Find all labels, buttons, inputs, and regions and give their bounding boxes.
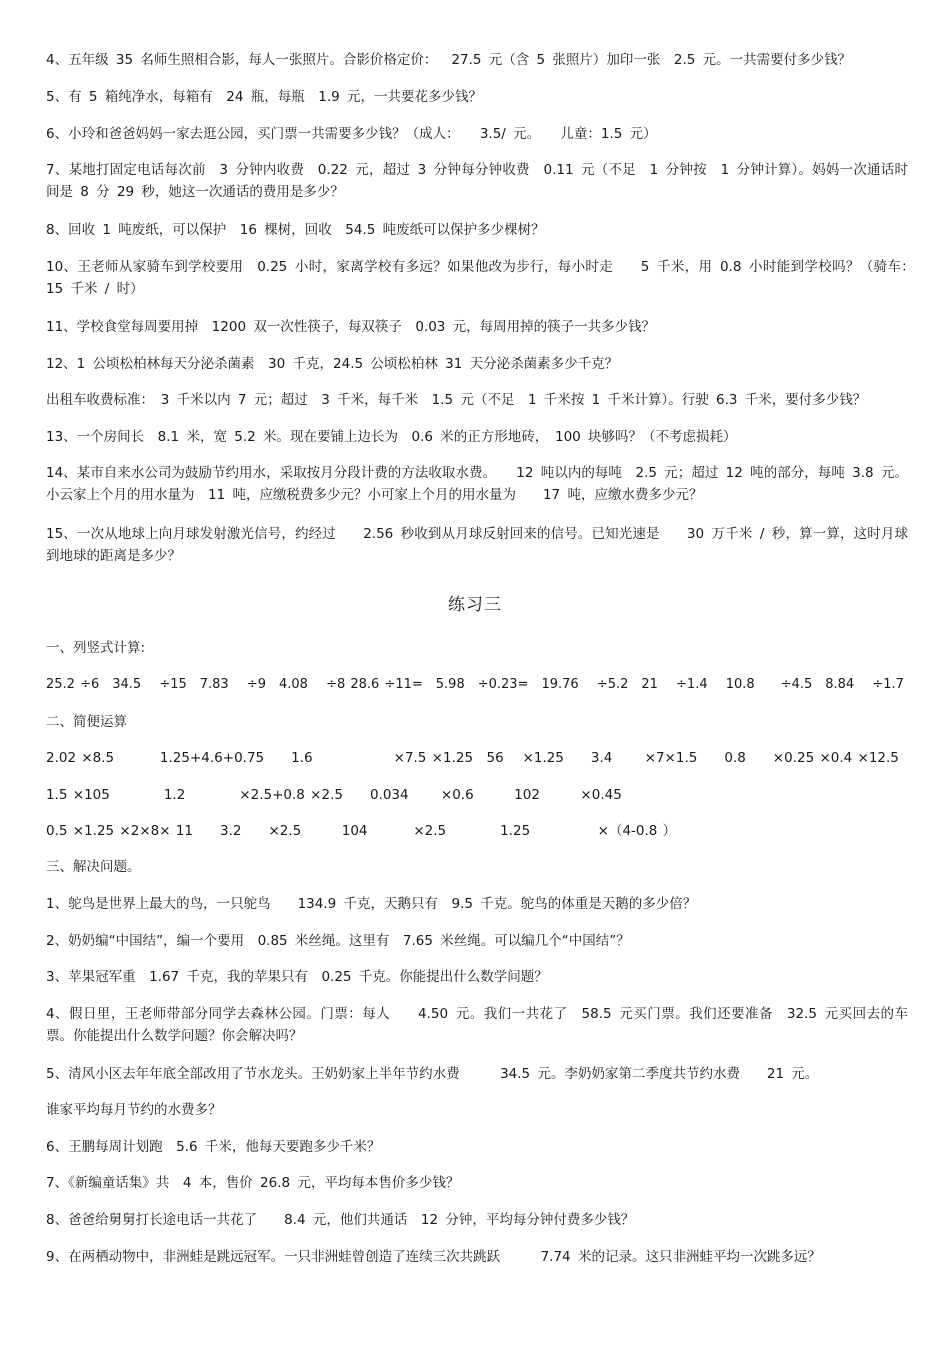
question-9: 9、在两栖动物中，非洲蛙是跳远冠军。一只非洲蛙曾创造了连续三次共跳跃 7.74 米的记录。这只非洲蛙平均一次跳多远？	[46, 1249, 821, 1265]
section-3-title: 三、解决问题。	[46, 859, 141, 875]
question-4: 4、假日里，王老师带部分同学去森林公园。门票：每人 4.50 元。我们一共花了 58.5 元买门票。我们还要准备 32.5 元买回去的车票。你能提出什么数学问题？你会解决吗？	[46, 1006, 908, 1044]
problem-4: 4、五年级 35 名师生照相合影，每人一张照片。合影价格定价： 27.5 元（含 5 张照片）加印一张 2.5 元。一共需要付多少钱？	[46, 52, 852, 68]
problem-13: 13、一个房间长 8.1 米，宽 5.2 米。现在要铺上边长为 0.6 米的正方形地砖， 100 块够吗？（不考虑损耗）	[46, 429, 737, 445]
exercise-3-title: 练习三	[448, 595, 502, 615]
question-3: 3、苹果冠军重 1.67 千克，我的苹果只有 0.25 千克。你能提出什么数学问题？	[46, 969, 548, 985]
taxi-problem: 出租车收费标准： 3 千米以内 7 元；超过 3 千米，每千米 1.5 元（不足 1 千米按 1 千米计算）。行驶 6.3 千米，要付多少钱？	[46, 392, 867, 408]
question-6: 6、王鹏每周计划跑 5.6 千米，他每天要跑多少千米？	[46, 1139, 381, 1155]
question-5: 5、清风小区去年年底全部改用了节水龙头。王奶奶家上半年节约水费 34.5 元。李奶奶家第二季度共节约水费 21 元。	[46, 1066, 819, 1082]
question-5-continued: 谁家平均每月节约的水费多？	[46, 1102, 222, 1118]
question-2: 2、奶奶编“中国结”，编一个要用 0.85 米丝绳。这里有 7.65 米丝绳。可以编几个“中国结”？	[46, 933, 630, 949]
problem-14: 14、某市自来水公司为鼓励节约用水，采取按月分段计费的方法收取水费。 12 吨以内的每吨 2.5 元；超过 12 吨的部分，每吨 3.8 元。小云家上个月的用水量为 11 吨，应缴税费多少元？小可家上个月的用水量为 17 吨，应缴水费多少元？	[46, 465, 908, 503]
simplify-row-1: 2.02 ×8.5 1.25+4.6+0.75 1.6 ×7.5 ×1.25 56 ×1.25 3.4 ×7×1.5 0.8 ×0.25 ×0.4 ×12.5	[46, 750, 899, 766]
question-7: 7、《新编童话集》共 4 本，售价 26.8 元，平均每本售价多少钱？	[46, 1175, 460, 1191]
problem-15: 15、一次从地球上向月球发射激光信号，约经过 2.56 秒收到从月球反射回来的信号。已知光速是 30 万千米 / 秒，算一算，这时月球到地球的距离是多少？	[46, 526, 908, 564]
simplify-row-3: 0.5 ×1.25 ×2×8× 11 3.2 ×2.5 104 ×2.5 1.25 ×（4-0.8 ）	[46, 823, 677, 839]
question-1: 1、鸵鸟是世界上最大的鸟，一只鸵鸟 134.9 千克，天鹅只有 9.5 千克。鸵鸟的体重是天鹅的多少倍？	[46, 896, 697, 912]
problem-5: 5、有 5 箱纯净水，每箱有 24 瓶，每瓶 1.9 元，一共要花多少钱？	[46, 89, 482, 105]
question-8: 8、爸爸给舅舅打长途电话一共花了 8.4 元，他们共通话 12 分钟，平均每分钟付费多少钱？	[46, 1212, 635, 1228]
problem-8: 8、回收 1 吨废纸，可以保护 16 棵树，回收 54.5 吨废纸可以保护多少棵树？	[46, 222, 545, 238]
problem-10: 10、王老师从家骑车到学校要用 0.25 小时，家离学校有多远？如果他改为步行，每小时走 5 千米，用 0.8 小时能到学校吗？（骑车： 15 千米 / 时）	[46, 259, 922, 297]
section-1-title: 一、列竖式计算:	[46, 640, 146, 656]
problem-7: 7、某地打固定电话每次前 3 分钟内收费 0.22 元，超过 3 分钟每分钟收费 0.11 元（不足 1 分钟按 1 分钟计算）。妈妈一次通话时间是 8 分 29 秒，她这一次通话的费用是多少？	[46, 162, 908, 200]
problem-6: 6、小玲和爸爸妈妈一家去逛公园，买门票一共需要多少钱？（成人： 3.5/ 元。 儿童：1.5 元）	[46, 126, 657, 142]
simplify-row-2: 1.5 ×105 1.2 ×2.5+0.8 ×2.5 0.034 ×0.6 102 ×0.45	[46, 787, 622, 803]
problem-12: 12、1 公顷松柏林每天分泌杀菌素 30 千克，24.5 公顷松柏林 31 天分泌杀菌素多少千克？	[46, 356, 619, 372]
division-row: 25.2 ÷6 34.5 ÷15 7.83 ÷9 4.08 ÷8 28.6 ÷11= 5.98 ÷0.23= 19.76 ÷5.2 21 ÷1.4 10.8 ÷4.5 8.84 ÷1.7	[46, 677, 904, 692]
problem-11: 11、学校食堂每周要用掉 1200 双一次性筷子，每双筷子 0.03 元，每周用掉的筷子一共多少钱？	[46, 319, 656, 335]
section-2-title: 二、简便运算	[46, 714, 127, 730]
